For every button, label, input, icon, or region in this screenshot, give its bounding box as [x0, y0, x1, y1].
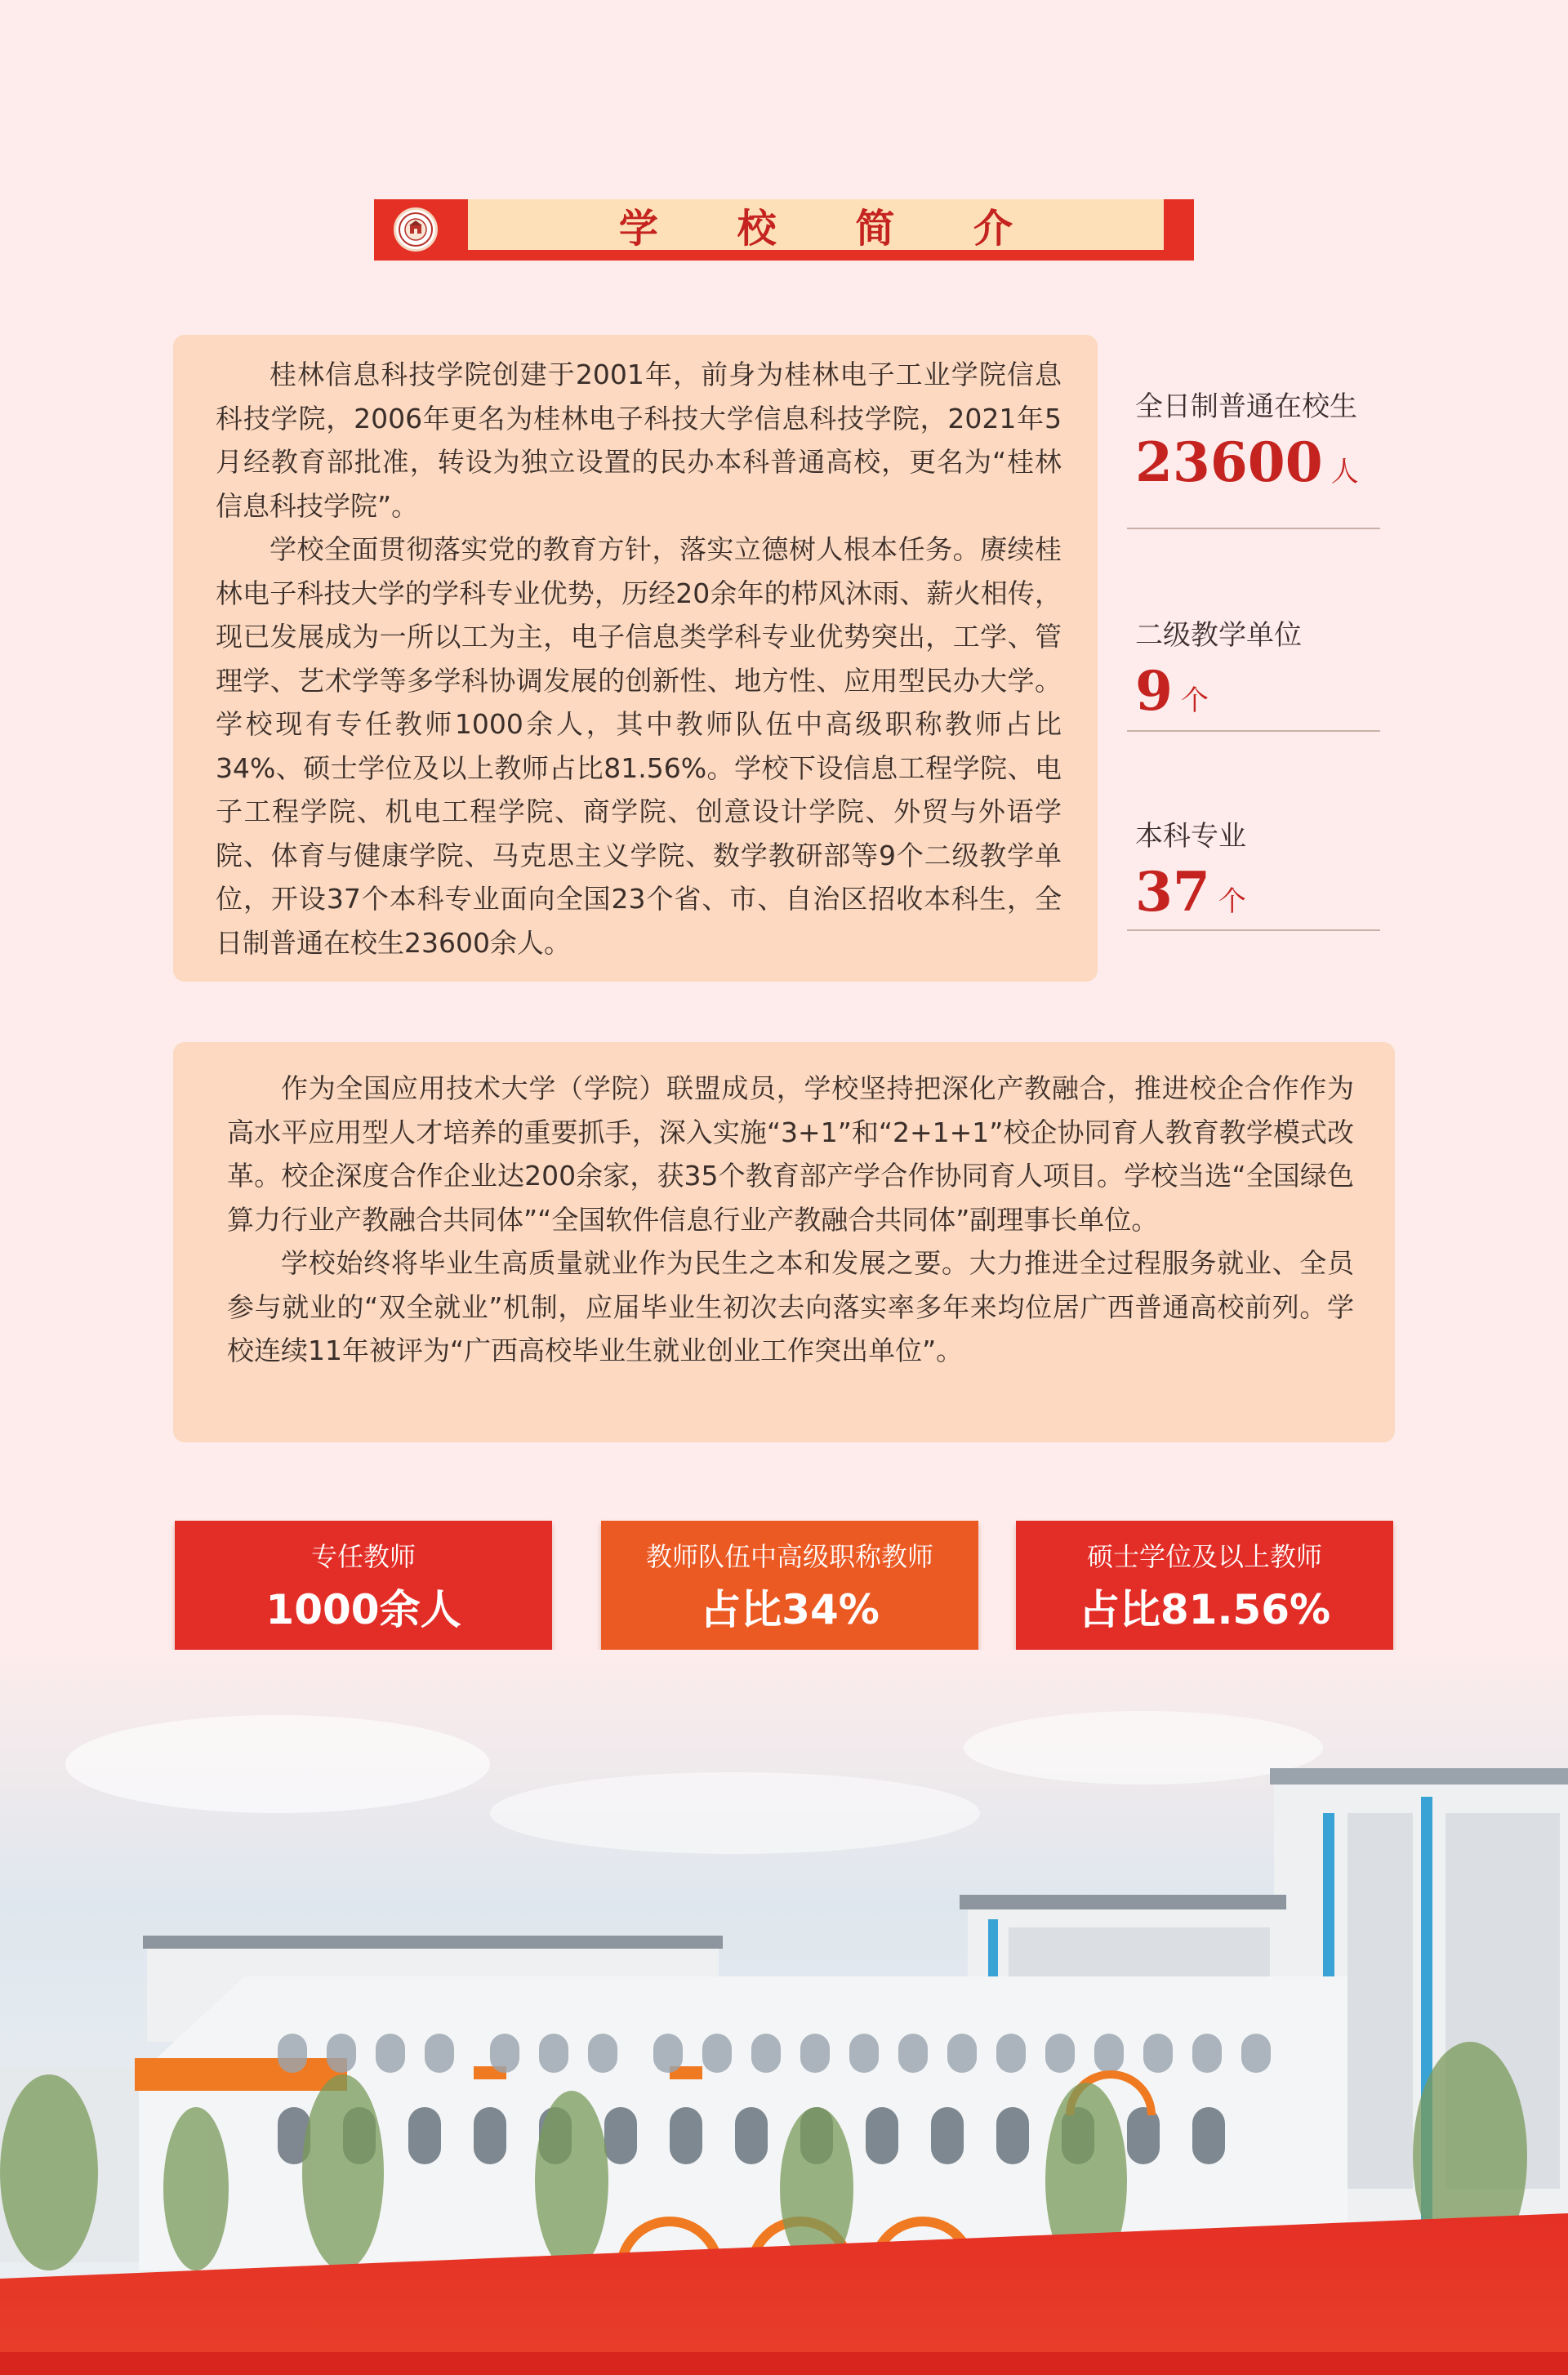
stat-unit: 人: [1330, 456, 1359, 488]
stat-unit: 个: [1218, 885, 1246, 918]
card-masters: [1016, 1521, 1393, 1651]
stat-majors: [1127, 813, 1380, 931]
card-value: 占比34%: [700, 1586, 880, 1633]
stat-unit: 个: [1180, 684, 1209, 717]
card-label: 专任教师: [310, 1541, 416, 1572]
cooperation-text: [227, 1067, 1354, 1373]
campus-photo: [0, 1650, 1568, 2375]
section-title-bar: [374, 199, 1194, 261]
card-label: 硕士学位及以上教师: [1086, 1541, 1322, 1572]
card-label: 教师队伍中高级职称教师: [645, 1541, 933, 1572]
stat-number: 37: [1135, 860, 1210, 924]
page-title: 学 校 简 介: [618, 205, 1046, 252]
intro-text: [216, 353, 1062, 965]
school-emblem-icon: [394, 207, 438, 252]
intro-paragraph: 桂林信息科技学院创建于2001年，前身为桂林电子工业学院信息科技学院，2006年更名为桂林电子科技大学信息科技学院，2021年5月经教育部批准，转设为独立设置的民办本科普通高校，更名为“桂林信息科技学院”。: [216, 359, 1062, 522]
card-value: 占比81.56%: [1078, 1586, 1331, 1633]
intro-paragraph: 学校全面贯彻落实党的教育方针，落实立德树人根本任务。赓续桂林电子科技大学的学科专业优势，历经20余年的栉风沐雨、薪火相传，现已发展成为一所以工为主，电子信息类学科专业优势突出，工学、管理学、艺术学等多学科协调发展的创新性、地方性、应用型民办大学。学校现有专任教师1000余人，其中教师队伍中高级职称教师占比34%、硕士学位及以上教师占比81.56%。学校下设信息工程学院、电子工程学院、机电工程学院、商学院、创意设计学院、外贸与外语学院、体育与健康学院、马克思主义学院、数学教研部等9个二级教学单位，开设37个本科专业面向全国23个省、市、自治区招收本科生，全日制普通在校生23600余人。: [216, 533, 1062, 959]
stat-number: 23600: [1135, 430, 1323, 494]
card-value: 1000余人: [265, 1586, 461, 1633]
cooperation-paragraph: 学校始终将毕业生高质量就业作为民生之本和发展之要。大力推进全过程服务就业、全员参与就业的“双全就业”机制，应届毕业生初次去向落实率多年来均位居广西普通高校前列。学校连续11年被评为“广西高校毕业生就业创业工作突出单位”。: [227, 1247, 1354, 1366]
stat-number: 9: [1135, 659, 1173, 723]
card-faculty: [175, 1521, 552, 1651]
card-senior-titles: [601, 1521, 978, 1651]
intro-panel: [173, 335, 1098, 982]
stat-label: 全日制普通在校生: [1135, 390, 1357, 423]
stat-label: 本科专业: [1135, 820, 1246, 853]
cooperation-panel: [173, 1042, 1395, 1442]
stat-teaching-units: [1127, 613, 1380, 732]
stat-label: 二级教学单位: [1135, 619, 1302, 652]
stat-enrollment: [1127, 384, 1380, 529]
cooperation-paragraph: 作为全国应用技术大学（学院）联盟成员，学校坚持把深化产教融合，推进校企合作作为高水平应用型人才培养的重要抓手，深入实施“3+1”和“2+1+1”校企协同育人教育教学模式改革。校企深度合作企业达200余家，获35个教育部产学合作协同育人项目。学校当选“全国绿色算力行业产教融合共同体”“全国软件信息行业产教融合共同体”副理事长单位。: [227, 1072, 1354, 1236]
title-inner: [468, 199, 1164, 250]
